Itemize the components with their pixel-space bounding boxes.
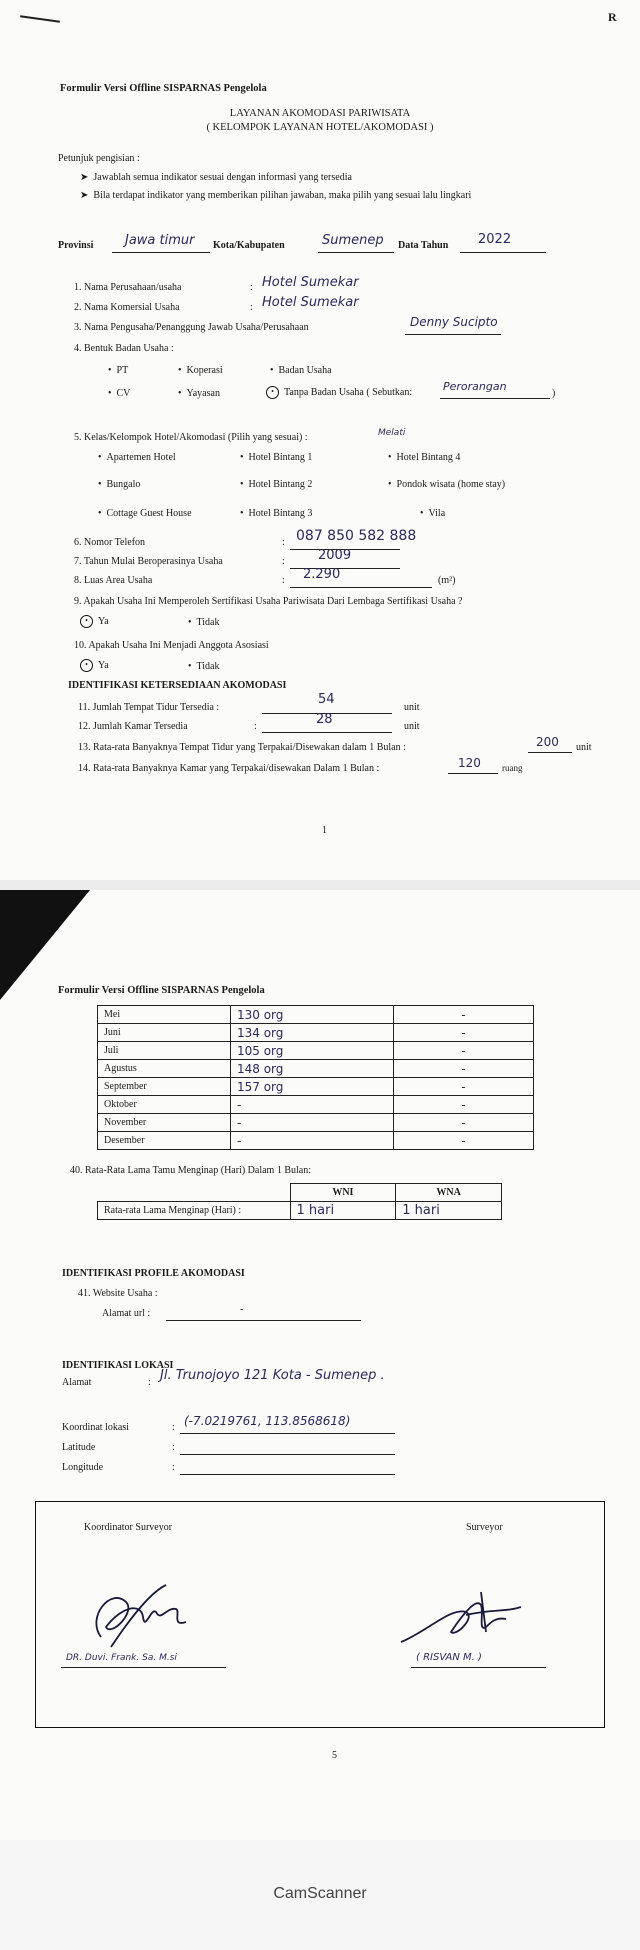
q4-close-paren: ) <box>552 388 556 399</box>
q1-label: 1. Nama Perusahaan/usaha <box>74 282 182 293</box>
wni-cell: 130 org <box>231 1006 394 1024</box>
q13-line <box>528 752 572 753</box>
q5-label: 5. Kelas/Kelompok Hotel/Akomodasi (Pilih yang sesuai) : <box>74 432 308 443</box>
q4-opt-cv: • CV <box>108 388 130 399</box>
q4-opt-yayasan: • Yayasan <box>178 388 220 399</box>
col-wna-header: WNA <box>396 1184 502 1202</box>
q8-colon: : <box>282 575 285 586</box>
koordinator-name: DR. Duvi. Frank. Sa. M.si <box>66 1653 177 1663</box>
alamat-url-value: - <box>240 1304 244 1315</box>
monthly-guests-table <box>97 1005 534 1150</box>
instruction-1-text: Jawablah semua indikator sesuai dengan informasi yang tersedia <box>93 172 352 183</box>
lokasi-section-title: IDENTIFIKASI LOKASI <box>62 1360 174 1371</box>
wni-cell: - <box>231 1114 394 1132</box>
q9-label: 9. Apakah Usaha Ini Memperoleh Sertifikasi Usaha Pariwisata Dari Lembaga Sertifikasi Usaha ? <box>74 596 463 607</box>
wna-cell: - <box>394 1114 534 1132</box>
q40-label: 40. Rata-Rata Lama Tamu Menginap (Hari) Dalam 1 Bulan: <box>70 1165 311 1176</box>
q12-label: 12. Jumlah Kamar Tersedia <box>78 721 188 732</box>
q13-unit: unit <box>576 742 592 753</box>
selected-circle-icon: • <box>80 615 93 628</box>
q9-tidak: • Tidak <box>188 617 220 628</box>
q4-label: 4. Bentuk Badan Usaha : <box>74 343 174 354</box>
koordinat-colon: : <box>172 1422 175 1433</box>
q11-value: 54 <box>318 692 335 707</box>
q4-opt-tanpa <box>266 386 412 399</box>
q3-value: Denny Sucipto <box>410 315 498 329</box>
latitude-line <box>180 1454 395 1455</box>
q9-ya <box>80 615 109 628</box>
q7-label: 7. Tahun Mulai Beroperasinya Usaha <box>74 556 223 567</box>
koordinat-label: Koordinat lokasi <box>62 1422 129 1433</box>
tahun-line <box>460 252 546 253</box>
q12-value: 28 <box>316 712 333 727</box>
instruction-1: ➤ Jawablah semua indikator sesuai dengan informasi yang tersedia <box>80 172 352 183</box>
koordinator-signature <box>81 1577 211 1662</box>
q14-unit: ruang <box>502 763 523 773</box>
month-cell: September <box>98 1078 231 1096</box>
q7-colon: : <box>282 556 285 567</box>
table-row <box>98 1024 534 1042</box>
q40-wni-value: 1 hari <box>290 1202 396 1220</box>
koordinator-name-line <box>61 1667 226 1668</box>
q6-label: 6. Nomor Telefon <box>74 537 146 548</box>
page-number-5: 5 <box>332 1750 337 1761</box>
wna-cell: - <box>394 1132 534 1150</box>
month-cell: Desember <box>98 1132 231 1150</box>
table-row <box>98 1060 534 1078</box>
month-cell: Oktober <box>98 1096 231 1114</box>
table-row <box>98 1132 534 1150</box>
q14-value: 120 <box>458 756 481 770</box>
kota-value: Sumenep <box>322 233 384 248</box>
q5-opt-5: • Pondok wisata (home stay) <box>388 479 505 490</box>
q3-label: 3. Nama Pengusaha/Penanggung Jawab Usaha/Perusahaan <box>74 322 309 333</box>
table-row <box>98 1114 534 1132</box>
kota-label: Kota/Kabupaten <box>213 240 285 251</box>
profile-section-title: IDENTIFIKASI PROFILE AKOMODASI <box>62 1268 245 1279</box>
alamat-value: Jl. Trunojoyo 121 Kota - Sumenep . <box>160 1368 385 1383</box>
month-cell: Juni <box>98 1024 231 1042</box>
longitude-label: Longitude <box>62 1462 104 1473</box>
corner-mark: R <box>608 10 617 24</box>
stay-duration-table <box>97 1183 502 1220</box>
q11-label: 11. Jumlah Tempat Tidur Tersedia : <box>78 702 220 713</box>
month-cell: November <box>98 1114 231 1132</box>
q13-value: 200 <box>536 735 559 749</box>
q5-opt-7: • Hotel Bintang 3 <box>240 508 312 519</box>
wna-cell: - <box>394 1060 534 1078</box>
q8-unit: (m²) <box>438 575 456 586</box>
q12-unit: unit <box>404 721 420 732</box>
latitude-label: Latitude <box>62 1442 96 1453</box>
form-title-line1: LAYANAN AKOMODASI PARIWISATA <box>229 108 411 119</box>
form-header-2: Formulir Versi Offline SISPARNAS Pengelola <box>58 985 265 996</box>
camscanner-watermark: CamScanner <box>273 1885 367 1902</box>
form-title-line2: ( KELOMPOK LAYANAN HOTEL/AKOMODASI ) <box>206 122 434 133</box>
q4-sebutkan-value: Perorangan <box>443 380 507 393</box>
signature-box <box>35 1501 605 1728</box>
q2-value: Hotel Sumekar <box>262 295 359 310</box>
instruction-2-text: Bila terdapat indikator yang memberikan pilihan jawaban, maka pilih yang sesuai lalu lingkari <box>93 190 472 201</box>
month-cell: Agustus <box>98 1060 231 1078</box>
q8-line <box>290 587 432 588</box>
provinsi-line <box>112 252 210 253</box>
q13-label: 13. Rata-rata Banyaknya Tempat Tidur yang Terpakai/Disewakan dalam 1 Bulan : <box>78 742 406 753</box>
q5-opt-6: • Cottage Guest House <box>98 508 192 519</box>
alamat-colon: : <box>148 1377 151 1388</box>
alamat-label: Alamat <box>62 1377 92 1388</box>
wna-cell: - <box>394 1006 534 1024</box>
q12-line <box>262 732 392 733</box>
q3-line <box>405 334 501 335</box>
col-wni-header: WNI <box>290 1184 396 1202</box>
instruction-2: ➤ Bila terdapat indikator yang memberikan pilihan jawaban, maka pilih yang sesuai lalu lingkari <box>80 190 472 201</box>
kota-line <box>318 252 394 253</box>
q10-label: 10. Apakah Usaha Ini Menjadi Anggota Asosiasi <box>74 640 269 651</box>
surveyor-name-line <box>411 1667 546 1668</box>
alamat-url-label: Alamat url : <box>102 1308 151 1319</box>
koordinat-line <box>180 1433 395 1434</box>
q6-colon: : <box>282 537 285 548</box>
q8-label: 8. Luas Area Usaha <box>74 575 153 586</box>
selected-circle-icon: • <box>80 659 93 672</box>
q12-colon: : <box>254 721 257 732</box>
q8-value: 2.290 <box>303 567 341 582</box>
longitude-line <box>180 1474 395 1475</box>
wni-cell: 105 org <box>231 1042 394 1060</box>
surveyor-label: Surveyor <box>466 1522 503 1533</box>
q1-colon: : <box>250 282 253 293</box>
surveyor-signature <box>396 1587 536 1657</box>
q11-unit: unit <box>404 702 420 713</box>
monthly-guests-rows <box>98 1006 534 1150</box>
wni-cell: 134 org <box>231 1024 394 1042</box>
scan-corner-shadow <box>0 890 90 1000</box>
q41-label: 41. Website Usaha : <box>78 1288 158 1299</box>
wni-cell: 148 org <box>231 1060 394 1078</box>
q4-opt-tanpa-text: Tanpa Badan Usaha ( Sebutkan: <box>284 386 413 398</box>
page-number-1: 1 <box>322 825 327 836</box>
koordinat-value: (-7.0219761, 113.8568618) <box>184 1414 351 1428</box>
longitude-colon: : <box>172 1462 175 1473</box>
koordinator-label: Koordinator Surveyor <box>84 1522 173 1533</box>
q10-ya <box>80 659 109 672</box>
q5-opt-0: • Apartemen Hotel <box>98 452 176 463</box>
q40-row-label: Rata-rata Lama Menginap (Hari) : <box>98 1202 291 1220</box>
table-row <box>98 1096 534 1114</box>
document-page-1 <box>0 0 640 880</box>
empty-header-cell <box>98 1184 291 1202</box>
scan-mark <box>20 15 60 23</box>
q1-value: Hotel Sumekar <box>262 275 359 290</box>
tahun-label: Data Tahun <box>398 240 449 251</box>
q4-opt-pt: • PT <box>108 365 128 376</box>
latitude-colon: : <box>172 1442 175 1453</box>
table-row <box>98 1042 534 1060</box>
wna-cell: - <box>394 1024 534 1042</box>
q2-label: 2. Nama Komersial Usaha <box>74 302 180 313</box>
alamat-url-line <box>166 1320 361 1321</box>
q5-opt-1: • Hotel Bintang 1 <box>240 452 312 463</box>
form-header: Formulir Versi Offline SISPARNAS Pengelola <box>60 83 267 94</box>
q7-value: 2009 <box>318 548 352 563</box>
surveyor-name: ( RISVAN M. ) <box>416 1652 482 1663</box>
wna-cell: - <box>394 1078 534 1096</box>
q5-opt-3: • Bungalo <box>98 479 140 490</box>
q5-note: Melati <box>378 428 406 438</box>
month-cell: Juli <box>98 1042 231 1060</box>
wna-cell: - <box>394 1042 534 1060</box>
q10-ya-text: Ya <box>98 659 109 671</box>
table-row <box>98 1006 534 1024</box>
provinsi-label: Provinsi <box>58 240 94 251</box>
section-title-ketersediaan: IDENTIFIKASI KETERSEDIAAN AKOMODASI <box>68 680 287 691</box>
q14-label: 14. Rata-rata Banyaknya Kamar yang Terpakai/disewakan Dalam 1 Bulan : <box>78 763 380 774</box>
q10-tidak: • Tidak <box>188 661 220 672</box>
q5-opt-4: • Hotel Bintang 2 <box>240 479 312 490</box>
provinsi-value: Jawa timur <box>125 233 195 248</box>
q4-opt-badan: • Badan Usaha <box>270 365 332 376</box>
wni-cell: 157 org <box>231 1078 394 1096</box>
q2-colon: : <box>250 302 253 313</box>
q5-opt-8: • Vila <box>420 508 445 519</box>
q14-line <box>448 773 498 774</box>
table-row <box>98 1078 534 1096</box>
month-cell: Mei <box>98 1006 231 1024</box>
wna-cell: - <box>394 1096 534 1114</box>
q4-opt-koperasi: • Koperasi <box>178 365 223 376</box>
q5-opt-2: • Hotel Bintang 4 <box>388 452 460 463</box>
q6-value: 087 850 582 888 <box>296 528 417 544</box>
tahun-value: 2022 <box>478 232 512 247</box>
q40-wna-value: 1 hari <box>396 1202 502 1220</box>
wni-cell: - <box>231 1096 394 1114</box>
wni-cell: - <box>231 1132 394 1150</box>
q9-ya-text: Ya <box>98 615 109 627</box>
instructions-label: Petunjuk pengisian : <box>58 153 140 164</box>
q4-sebutkan-line <box>440 398 550 399</box>
selected-circle-icon: • <box>266 386 279 399</box>
